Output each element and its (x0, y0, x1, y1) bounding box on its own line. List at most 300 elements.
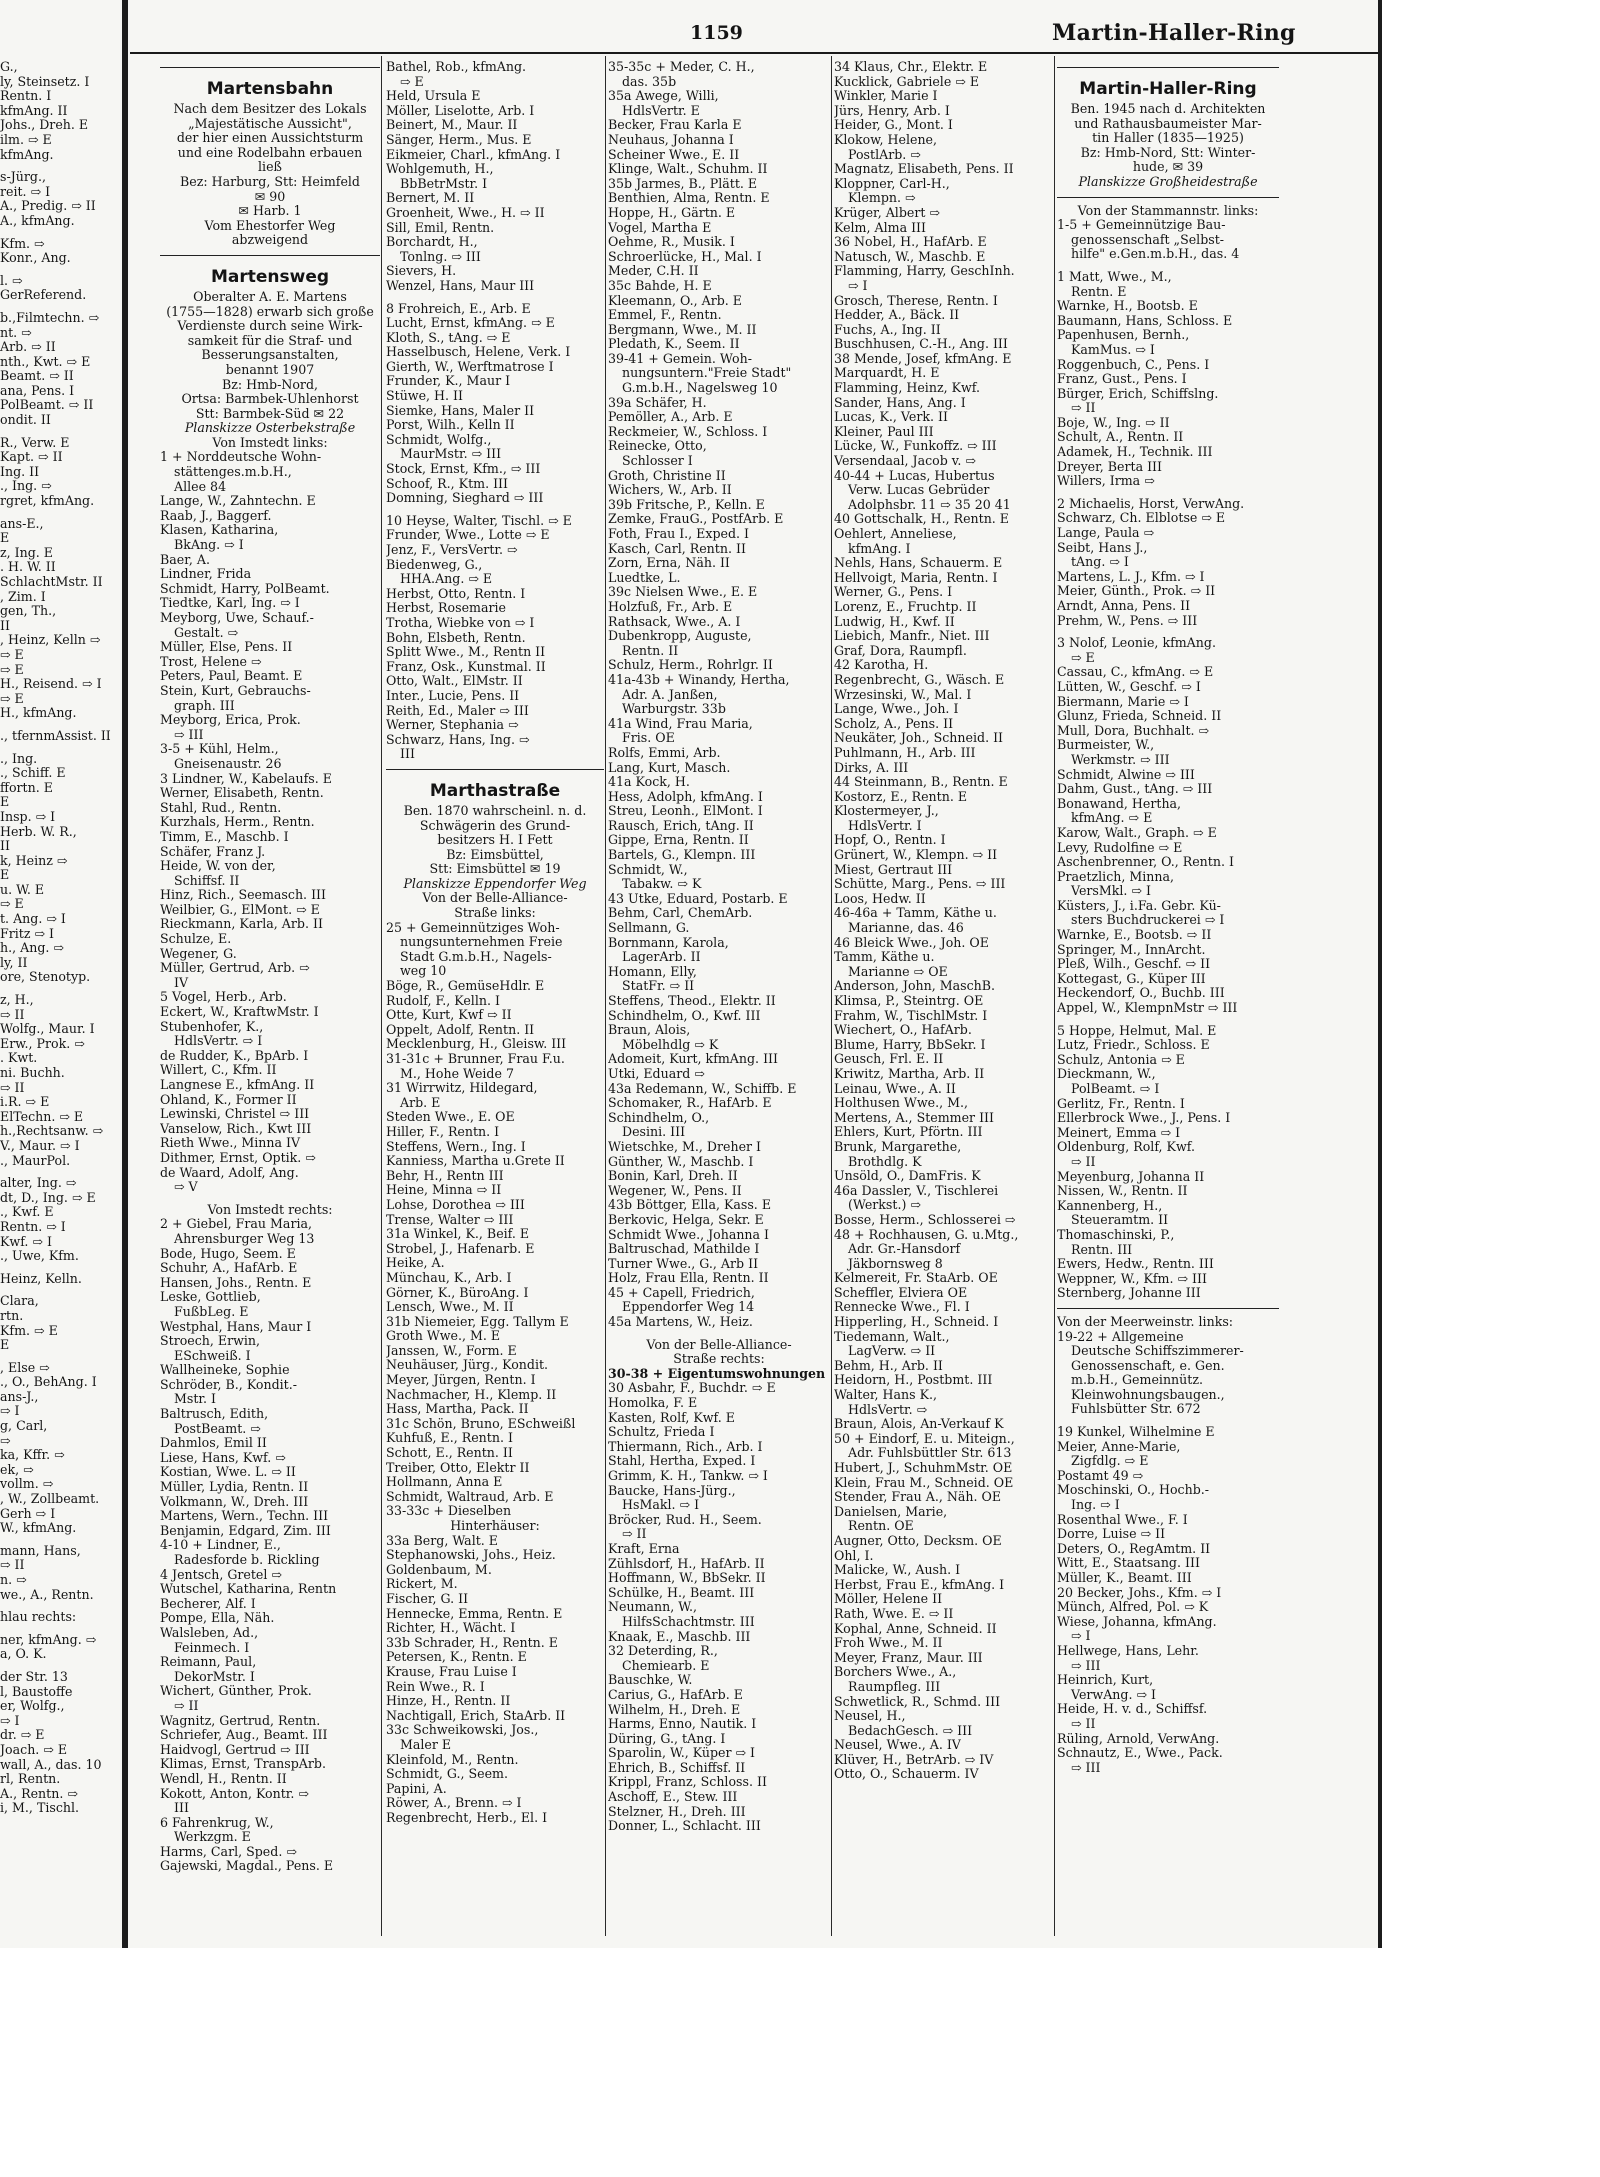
spacer (1057, 262, 1279, 270)
directory-entry: MaurMstr. ⇨ III (400, 447, 502, 462)
directory-entry: Schindhelm, O., Kwf. III (608, 1008, 761, 1023)
directory-entry: hilfe" e.Gen.m.b.H., das. 4 (1071, 247, 1240, 262)
street-note: Vom Ehestorfer Weg (204, 218, 336, 233)
directory-entry: Rathsack, Wwe., A. I (608, 614, 741, 629)
directory-entry: Glunz, Frieda, Schneid. II (1057, 709, 1222, 724)
directory-entry: BedachGesch. ⇨ III (848, 1723, 973, 1738)
directory-entry: ffortn. E (0, 780, 53, 795)
directory-entry: Martens, L. J., Kfm. ⇨ I (1057, 569, 1205, 584)
directory-entry: 35-35c + Meder, C. H., (608, 60, 755, 74)
directory-entry: Leske, Gottlieb, (160, 1290, 261, 1305)
directory-entry: Kanniess, Martha u.Grete II (386, 1154, 565, 1169)
directory-entry: Beamt. ⇨ II (0, 369, 74, 384)
directory-entry: nungsuntern."Freie Stadt" (622, 366, 792, 381)
directory-entry: R., Verw. E (0, 435, 70, 450)
header-rule (130, 52, 1378, 54)
street-note: Bz: Hmb-Nord, (221, 377, 319, 392)
directory-entry: Baltrusch, Edith, (160, 1407, 269, 1422)
directory-entry: graph. III (174, 698, 235, 713)
street-note: tin Haller (1835—1925) (1092, 131, 1244, 146)
directory-entry: Meyenburg, Johanna II (1057, 1169, 1205, 1184)
directory-entry: Klüver, H., BetrArb. ⇨ IV (834, 1752, 994, 1767)
directory-entry: 6 Fahrenkrug, W., (160, 1815, 274, 1830)
directory-entry: Turner Wwe., G., Arb II (608, 1256, 759, 1271)
directory-column-fragment (0, 60, 116, 1940)
directory-entry: E (0, 795, 10, 810)
directory-entry: Maler E (400, 1737, 452, 1752)
directory-entry: 1 + Norddeutsche Wohn- (160, 450, 322, 465)
directory-entry: 41a Wind, Frau Maria, (608, 716, 753, 731)
directory-entry: nungsunternehmen Freie (400, 935, 563, 950)
directory-entry: 4 Jentsch, Gretel ⇨ (160, 1567, 282, 1582)
directory-entry: Lange, W., Zahntechn. E (160, 494, 316, 509)
directory-entry: ⇨ II (1071, 401, 1096, 416)
directory-entry: Ehrich, B., Schiffsf. II (608, 1760, 746, 1775)
directory-entry: Schmidt Wwe., Johanna I (608, 1227, 770, 1242)
directory-entry: Tabakw. ⇨ K (622, 877, 702, 892)
directory-entry: 40 Gottschalk, H., Rentn. E (834, 512, 1010, 527)
directory-entry: Adr. Gr.-Hansdorf (848, 1242, 961, 1257)
directory-entry: Papenhusen, Bernh., (1057, 328, 1190, 343)
directory-entry: Magnatz, Elisabeth, Pens. II (834, 162, 1014, 177)
directory-entry: Scholz, A., Pens. II (834, 716, 954, 731)
directory-entry: Schoof, R., Ktm. III (386, 476, 509, 491)
directory-entry: Klasen, Katharina, (160, 523, 279, 538)
directory-entry: Papini, A. (386, 1781, 447, 1796)
street-note: Schwägerin des Grund- (419, 818, 571, 833)
directory-entry: M., Hohe Weide 7 (400, 1066, 514, 1081)
directory-entry: Oehlert, Anneliese, (834, 527, 957, 541)
street-note: Von der Belle-Alliance- (422, 891, 568, 906)
directory-entry: Ahrensburger Weg 13 (174, 1231, 315, 1246)
directory-entry: Stelzner, H., Dreh. III (608, 1804, 746, 1819)
directory-entry: Knaak, E., Maschb. III (608, 1629, 751, 1644)
directory-entry: l, Baustoffe (0, 1684, 73, 1699)
directory-entry: Schindhelm, O., (608, 1110, 710, 1125)
directory-entry: Hinz, Rich., Seemasch. III (160, 888, 326, 903)
directory-entry: PolBeamt. ⇨ I (1071, 1082, 1160, 1096)
directory-entry: ., tfernmAssist. II (0, 728, 111, 743)
directory-entry: Jürs, Henry, Arb. I (834, 103, 950, 118)
directory-entry: Heide, H. v. d., Schiffsf. (1057, 1702, 1208, 1717)
directory-entry: PostBeamt. ⇨ (174, 1421, 261, 1436)
directory-entry: 40-44 + Lucas, Hubertus (834, 468, 995, 483)
directory-entry: Desini. III (622, 1125, 686, 1140)
directory-entry: Schwetlick, R., Schmd. III (834, 1694, 1001, 1709)
directory-entry: Klinge, Walt., Schuhm. II (608, 162, 768, 177)
spacer (0, 1286, 116, 1294)
directory-entry: E (0, 531, 10, 546)
directory-entry: Franz, Osk., Kunstmal. II (386, 659, 546, 674)
spacer (0, 1353, 116, 1361)
directory-entry: Feinmech. I (174, 1640, 250, 1655)
directory-entry: 8 Frohreich, E., Arb. E (386, 301, 531, 316)
directory-entry: Puhlmann, H., Arb. III (834, 745, 976, 760)
directory-entry: IV (174, 975, 189, 990)
directory-entry: Meier, Anne-Marie, (1057, 1439, 1181, 1454)
directory-entry: ⇨ II (0, 1558, 25, 1573)
street-note: samkeit für die Straf- und (187, 333, 353, 348)
directory-column (608, 60, 830, 1940)
directory-entry: Eikmeier, Charl., kfmAng. I (386, 147, 561, 162)
directory-entry: Willers, Irma ⇨ (1057, 474, 1155, 489)
directory-entry: Neusel, H., (834, 1709, 906, 1724)
directory-entry: LagVerw. ⇨ II (848, 1344, 936, 1359)
directory-entry: Postamt 49 ⇨ (1057, 1468, 1144, 1483)
directory-entry: Danielsen, Marie, (834, 1504, 948, 1519)
directory-entry: reit. ⇨ I (0, 184, 51, 199)
directory-entry: Hellwege, Hans, Lehr. (1057, 1643, 1199, 1658)
directory-entry: n. ⇨ (0, 1573, 27, 1587)
directory-entry: Biermann, Marie ⇨ I (1057, 694, 1189, 709)
directory-entry: Nachtigall, Erich, StaArb. II (386, 1708, 566, 1723)
directory-entry: Grosch, Therese, Rentn. I (834, 293, 998, 308)
directory-entry: 33a Berg, Walt. E (386, 1533, 498, 1548)
street-note: Bz: Eimsbüttel, (446, 847, 544, 862)
directory-entry: 36 Nobel, H., HafArb. E (834, 235, 987, 250)
directory-entry: Hipperling, H., Schneid. I (834, 1315, 999, 1330)
directory-entry: Bartels, G., Klempn. III (608, 848, 756, 863)
directory-entry: ⇨ II (0, 1080, 25, 1095)
directory-entry: Wagnitz, Gertrud, Rentn. (160, 1713, 321, 1728)
directory-entry: Oehme, R., Musik. I (608, 235, 735, 250)
directory-entry: Weilbier, G., ElMont. ⇨ E (160, 902, 320, 917)
directory-entry: Stüwe, H. II (386, 389, 463, 404)
directory-entry: Luedtke, L. (608, 570, 681, 585)
directory-entry: Heike, A. (386, 1256, 445, 1271)
spacer (0, 1168, 116, 1176)
directory-entry: Hoppe, H., Gärtn. E (608, 205, 736, 220)
directory-entry: Held, Ursula E (386, 89, 481, 104)
directory-entry: Vanselow, Rich., Kwt III (160, 1121, 312, 1136)
directory-entry: Haidvogl, Gertrud ⇨ III (160, 1742, 310, 1757)
directory-entry: Wohlgemuth, H., (386, 162, 494, 177)
directory-entry: 44 Steinmann, B., Rentn. E (834, 775, 1008, 790)
directory-entry: Rüling, Arnold, VerwAng. (1057, 1731, 1220, 1746)
directory-entry: 50 + Eindorf, E. u. Miteign., (834, 1431, 1015, 1446)
directory-entry: Dorre, Luise ⇨ II (1057, 1527, 1166, 1542)
directory-entry: Bernert, M. II (386, 191, 475, 206)
directory-entry: Raumpfleg. III (848, 1679, 941, 1694)
directory-entry: Schmidt, G., Seem. (386, 1767, 508, 1782)
directory-entry: Ludwig, H., Kwf. II (834, 614, 955, 629)
directory-entry: Aschenbrenner, O., Rentn. I (1057, 855, 1234, 870)
directory-entry: A., Rentn. ⇨ (0, 1786, 78, 1801)
directory-entry: Heider, G., Mont. I (834, 118, 953, 133)
directory-entry: Konr., Ang. (0, 251, 71, 266)
directory-entry: Oppelt, Adolf, Rentn. II (386, 1022, 535, 1037)
directory-entry: 2 + Giebel, Frau Maria, (160, 1217, 313, 1232)
directory-entry: Tiedtke, Karl, Ing. ⇨ I (160, 596, 300, 611)
directory-entry: Kleemann, O., Arb. E (608, 293, 742, 308)
directory-entry: Kwf. ⇨ I (0, 1234, 52, 1249)
directory-entry: Liese, Hans, Kwf. ⇨ (160, 1450, 286, 1465)
directory-entry: Herbst, Frau E., kfmAng. I (834, 1577, 1005, 1592)
directory-entry: Radesforde b. Rickling (174, 1553, 320, 1567)
directory-entry: Trense, Walter ⇨ III (386, 1212, 514, 1227)
directory-entry: Zühlsdorf, H., HafArb. II (608, 1556, 765, 1571)
directory-entry: Wichers, W., Arb. II (608, 483, 732, 498)
directory-entry: E (0, 1338, 10, 1353)
directory-entry: h., Ang. ⇨ (0, 941, 64, 956)
directory-entry: Wilhelm, H., Dreh. E (608, 1702, 741, 1717)
directory-entry: 38 Mende, Josef, kfmAng. E (834, 351, 1012, 366)
directory-entry: Mstr. I (174, 1392, 217, 1407)
directory-entry: Lange, Wwe., Joh. I (834, 702, 959, 717)
directory-entry: VerwAng. ⇨ I (1071, 1687, 1156, 1702)
column-divider (831, 56, 832, 1936)
directory-entry: gen, Th., (0, 604, 57, 619)
street-note: Von Imstedt rechts: (207, 1202, 333, 1217)
directory-entry: hlau rechts: (0, 1610, 77, 1625)
directory-entry: Müller, K., Beamt. III (1057, 1571, 1192, 1585)
directory-entry: Aschoff, E., Stew. III (608, 1790, 738, 1805)
directory-entry: Kokott, Anton, Kontr. ⇨ (160, 1786, 309, 1801)
directory-entry: i, M., Tischl. (0, 1801, 80, 1816)
directory-entry: Meyborg, Erica, Prok. (160, 713, 301, 728)
directory-entry: Küsters, J., i.Fa. Gebr. Kü- (1057, 898, 1221, 913)
street-note: Oberalter A. E. Martens (193, 289, 347, 304)
directory-entry: Wichert, Günther, Prok. (160, 1684, 312, 1699)
directory-entry: Beinert, M., Maur. II (386, 118, 518, 133)
directory-entry: Genossenschaft, e. Gen. (1071, 1358, 1225, 1373)
directory-entry: V., Maur. ⇨ I (0, 1138, 80, 1153)
directory-entry: Gierth, W., Werftmatrose I (386, 359, 554, 374)
directory-entry: Wegener, W., Pens. II (608, 1183, 742, 1198)
directory-entry: genossenschaft „Selbst- (1071, 232, 1225, 247)
directory-entry: vollm. ⇨ (0, 1477, 54, 1492)
directory-entry: Lutz, Friedr., Schloss. E (1057, 1038, 1210, 1053)
directory-entry: 43 Utke, Eduard, Postarb. E (608, 891, 788, 906)
directory-entry: Bröcker, Rud. H., Seem. (608, 1512, 762, 1527)
directory-entry: Levy, Rudolfine ⇨ E (1057, 840, 1183, 855)
directory-entry: a, O. K. (0, 1647, 47, 1662)
directory-entry: Baumann, Hans, Schloss. E (1057, 313, 1233, 328)
directory-entry: Wendl, H., Rentn. II (160, 1771, 287, 1786)
directory-entry: G., (0, 60, 18, 74)
street-note: und Rathausbaumeister Mar- (1074, 116, 1262, 131)
directory-entry: Behm, H., Arb. II (834, 1358, 943, 1373)
directory-entry: PolBeamt. ⇨ II (0, 398, 94, 413)
directory-entry: Müller, Gertrud, Arb. ⇨ (160, 961, 310, 976)
directory-entry: Klimas, Ernst, TranspArb. (160, 1757, 326, 1772)
directory-entry: ⇨ I (0, 1404, 20, 1419)
spacer (0, 1264, 116, 1272)
section-rule (1057, 1308, 1279, 1315)
directory-entry: Kasch, Carl, Rentn. II (608, 541, 746, 556)
directory-entry: Richter, H., Wächt. I (386, 1621, 516, 1636)
directory-entry: 5 Hoppe, Helmut, Mal. E (1057, 1023, 1217, 1038)
directory-entry: Ing. ⇨ I (1071, 1498, 1120, 1513)
directory-entry: t. Ang. ⇨ I (0, 912, 66, 927)
directory-entry: Meyer, Jürgen, Rentn. I (386, 1373, 536, 1388)
directory-entry: Krüger, Albert ⇨ (834, 205, 940, 220)
street-note: Von der Stammannstr. links: (1077, 203, 1259, 218)
directory-entry: Ohl, I. (834, 1548, 874, 1563)
directory-entry: z, H., (0, 993, 34, 1008)
directory-entry: HdlsVertr. E (622, 103, 700, 118)
directory-entry: Kasten, Rolf, Kwf. E (608, 1410, 735, 1425)
street-note: Planskizze Großheidestraße (1078, 174, 1258, 189)
directory-entry: Ehlers, Kurt, Pförtn. III (834, 1125, 983, 1140)
directory-entry: Neuhaus, Johanna I (608, 132, 734, 147)
directory-entry: Schult, A., Rentn. II (1057, 430, 1184, 445)
directory-entry: 33-33c + Dieselben (386, 1504, 512, 1519)
directory-entry: Regenbrecht, Herb., El. I (386, 1810, 548, 1825)
directory-entry: Münch, Alfred, Pol. ⇨ K (1057, 1600, 1209, 1615)
directory-entry: Neusel, Wwe., A. IV (834, 1738, 961, 1753)
directory-entry: Allee 84 (174, 479, 227, 494)
spacer (0, 303, 116, 311)
directory-entry: Lücke, W., Funkoffz. ⇨ III (834, 439, 997, 454)
directory-entry: Deutsche Schiffszimmerer- (1071, 1344, 1244, 1359)
directory-entry: 45 + Capell, Friedrich, (608, 1285, 755, 1300)
directory-entry: 46a Dassler, V., Tischlerei (834, 1183, 999, 1198)
directory-entry: Trost, Helene ⇨ (160, 654, 262, 669)
directory-entry: , Zim. I (0, 589, 46, 604)
directory-entry: Tiedemann, Walt., (834, 1329, 950, 1344)
directory-entry: ⇨ II (1071, 1154, 1096, 1169)
spacer (386, 294, 604, 302)
directory-entry: Heinrich, Kurt, (1057, 1673, 1154, 1688)
directory-entry: Gestalt. ⇨ (174, 625, 239, 640)
directory-entry: Johs., Dreh. E (0, 118, 89, 133)
directory-entry: Donner, L., Schlacht. III (608, 1819, 761, 1834)
directory-entry: Porst, Wilh., Kelln II (386, 418, 515, 433)
directory-entry: Mull, Dora, Buchhalt. ⇨ (1057, 723, 1210, 738)
directory-entry: sters Buchdruckerei ⇨ I (1071, 913, 1225, 928)
directory-entry: Lindner, Frida (160, 567, 252, 582)
directory-entry: Heinz, Kelln. (0, 1271, 82, 1286)
directory-entry: Kurzhals, Herm., Rentn. (160, 815, 315, 830)
directory-entry: Groenheit, Wwe., H. ⇨ II (386, 205, 545, 220)
directory-entry: Zemke, FrauG., PostfArb. E (608, 512, 784, 527)
directory-entry: Lange, Paula ⇨ (1057, 526, 1155, 541)
spacer (0, 744, 116, 752)
directory-column (386, 60, 604, 1940)
directory-entry: Rentn. OE (848, 1519, 914, 1534)
directory-entry: Gerlitz, Fr., Rentn. I (1057, 1096, 1185, 1111)
directory-entry: 4-10 + Lindner, E., (160, 1538, 281, 1553)
spacer (0, 162, 116, 170)
directory-entry: ka, Kffr. ⇨ (0, 1448, 65, 1463)
directory-entry: Adr. Fuhlsbüttler Str. 613 (848, 1446, 1012, 1461)
directory-entry: Stadt G.m.b.H., Nagels- (400, 949, 552, 964)
directory-entry: Steffens, Wern., Ing. I (386, 1139, 526, 1154)
page-edge (1378, 0, 1382, 1948)
directory-entry: Groth Wwe., M. E (386, 1329, 501, 1344)
directory-entry: 30-38 + Eigentumswohnungen (608, 1366, 826, 1381)
directory-entry: Hoffmann, W., BbSekr. II (608, 1571, 766, 1586)
directory-entry: FußbLeg. E (174, 1304, 249, 1319)
directory-entry: Braun, Alois, (608, 1023, 691, 1038)
directory-entry: Lewinski, Christel ⇨ III (160, 1107, 310, 1122)
directory-entry: Borchers Wwe., A., (834, 1665, 957, 1680)
directory-entry: Inter., Lucie, Pens. II (386, 688, 520, 703)
directory-entry: Baltruschad, Mathilde I (608, 1242, 760, 1257)
spacer (0, 509, 116, 517)
directory-entry: Biedenweg, G., (386, 557, 483, 572)
directory-entry: ⇨ I (848, 278, 868, 293)
directory-entry: Lohse, Dorothea ⇨ III (386, 1197, 525, 1212)
directory-entry: Erw., Prok. ⇨ (0, 1036, 85, 1051)
directory-entry: ⇨ V (174, 1180, 198, 1195)
directory-entry: Werner, Stephania ⇨ (386, 718, 519, 733)
directory-entry: HsMakl. ⇨ I (622, 1498, 700, 1513)
street-note: Stt: Barmbek-Süd ✉ 22 (195, 406, 345, 421)
directory-entry: Anderson, John, MaschB. (834, 979, 996, 994)
directory-entry: Schomaker, R., HafArb. E (608, 1096, 772, 1111)
directory-entry: s-Jürg., (0, 170, 46, 185)
street-note: Verdienste durch seine Wirk- (177, 319, 363, 334)
directory-entry: rgret, kfmAng. (0, 494, 95, 509)
directory-entry: III (400, 747, 415, 762)
directory-entry: Marianne ⇨ OE (848, 964, 948, 979)
directory-entry: Dreyer, Berta III (1057, 459, 1163, 474)
spacer (0, 985, 116, 993)
directory-entry: Nachmacher, H., Klemp. II (386, 1387, 557, 1402)
directory-entry: DekorMstr. I (174, 1669, 255, 1684)
directory-entry: Rentn. II (622, 643, 679, 658)
directory-entry: k, Heinz ⇨ (0, 853, 68, 868)
directory-entry: Carius, G., HafArb. E (608, 1687, 743, 1702)
directory-entry: Braun, Alois, An-Verkauf K (834, 1417, 1004, 1432)
directory-entry: Sänger, Herm., Mus. E (386, 132, 532, 147)
directory-entry: Grimm, K. H., Tankw. ⇨ I (608, 1469, 768, 1483)
directory-entry: Lorenz, E., Fruchtp. II (834, 599, 977, 614)
spacer (1057, 489, 1279, 497)
directory-entry: Schulze, E. (160, 932, 232, 947)
directory-entry: Baucke, Hans-Jürg., (608, 1483, 736, 1498)
directory-entry: Rennecke Wwe., Fl. I (834, 1300, 970, 1315)
street-note: besitzers H. I Fett (437, 833, 553, 848)
directory-entry: Petersen, K., Rentn. E (386, 1650, 527, 1665)
directory-entry: Hennecke, Emma, Rentn. E (386, 1606, 563, 1621)
directory-entry: Warnke, E., Bootsb. ⇨ II (1057, 928, 1212, 943)
directory-entry: Homolka, F. E (608, 1396, 698, 1411)
directory-entry: Marquardt, H. E (834, 366, 940, 381)
directory-entry: Kriwitz, Martha, Arb. II (834, 1066, 985, 1081)
directory-entry: Arb. E (400, 1095, 441, 1110)
directory-entry: Treiber, Otto, Elektr II (386, 1460, 530, 1475)
directory-entry: Rausch, Erich, tAng. II (608, 818, 754, 833)
directory-entry: Fritz ⇨ I (0, 926, 55, 941)
directory-entry: ⇨ II (622, 1527, 647, 1542)
directory-entry: Schröder, B., Kondit.- (160, 1377, 297, 1392)
directory-entry: Heine, Minna ⇨ II (386, 1183, 502, 1198)
directory-entry: Bonawand, Hertha, (1057, 796, 1182, 811)
directory-entry: Rieckmann, Karla, Arb. II (160, 917, 323, 932)
street-note: Ben. 1870 wahrscheinl. n. d. (403, 803, 587, 818)
directory-entry: Böge, R., GemüseHdlr. E (386, 979, 545, 994)
directory-entry: das. 35b (622, 74, 677, 89)
directory-entry: Pledath, K., Seem. II (608, 337, 740, 352)
directory-entry: Ohland, K., Former II (160, 1092, 297, 1107)
directory-entry: Kloth, S., tAng. ⇨ E (386, 330, 511, 345)
directory-entry: g, Carl, (0, 1419, 48, 1434)
street-note: „Majestätische Aussicht", (188, 116, 352, 131)
directory-entry: W., kfmAng. (0, 1521, 77, 1536)
column-divider (605, 56, 606, 1936)
street-note: Stt: Eimsbüttel ✉ 19 (429, 862, 561, 877)
directory-entry: Oldenburg, Rolf, Kwf. (1057, 1140, 1195, 1155)
directory-entry: Franz, Gust., Pens. I (1057, 372, 1187, 387)
directory-entry: Otto, Walt., ElMstr. II (386, 674, 523, 689)
directory-entry: Gneisenaustr. 26 (174, 756, 282, 771)
spacer (160, 1195, 380, 1203)
directory-entry: ⇨ II (0, 1007, 25, 1022)
directory-entry: Schwarz, Hans, Ing. ⇨ (386, 732, 530, 747)
